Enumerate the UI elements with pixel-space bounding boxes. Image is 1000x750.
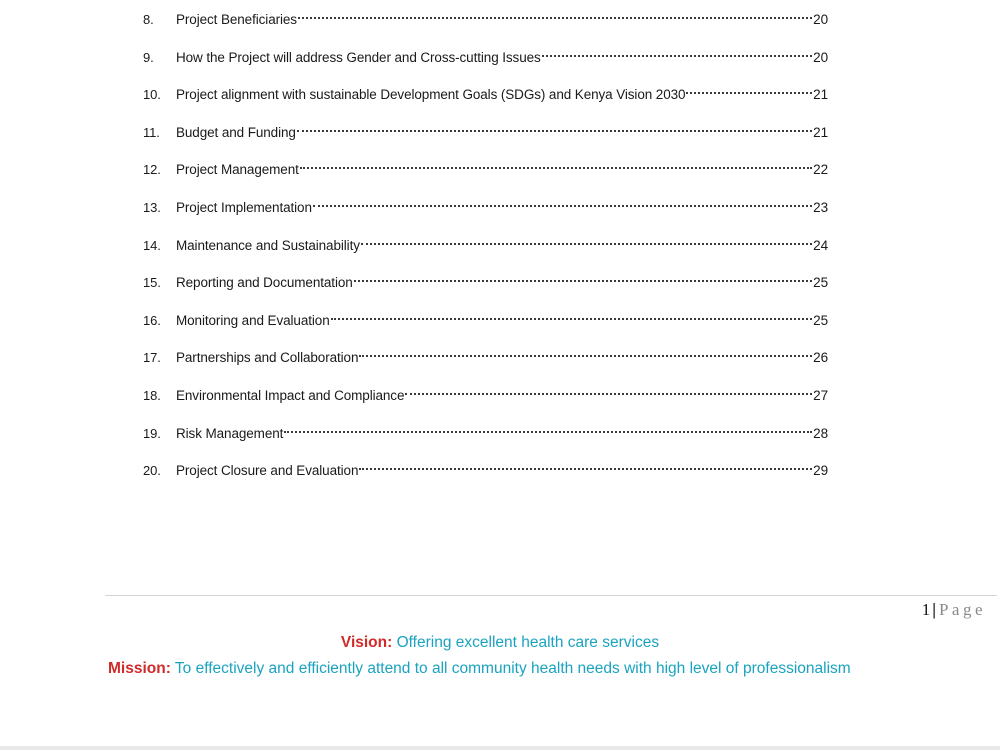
toc-entry-title[interactable]: Environmental Impact and Compliance (176, 387, 405, 403)
toc-entry-title[interactable]: Budget and Funding (176, 124, 296, 140)
toc-entry-number: 19. (143, 425, 161, 441)
toc-dot-leader (361, 243, 812, 245)
toc-dot-leader (313, 205, 812, 207)
vision-label: Vision: (340, 634, 393, 651)
toc-entry-page[interactable]: 22 (813, 162, 828, 178)
toc-entry-number: 11. (143, 124, 160, 140)
toc-entry[interactable] (143, 459, 828, 497)
toc-entry-number: 18. (143, 387, 161, 403)
toc-dot-leader (359, 355, 812, 357)
toc-entry-title[interactable]: Maintenance and Sustainability (176, 237, 360, 253)
table-of-contents (143, 8, 828, 497)
toc-entry[interactable] (143, 234, 828, 272)
toc-entry[interactable] (143, 196, 828, 234)
toc-entry-page[interactable]: 28 (813, 425, 828, 441)
toc-entry-title[interactable]: Project alignment with sustainable Development Goals (SDGs) and Kenya Vision 2030 (176, 87, 686, 103)
toc-dot-leader (359, 468, 812, 470)
toc-entry-title[interactable]: Partnerships and Collaboration (176, 350, 359, 366)
toc-entry-number: 13. (143, 199, 161, 215)
toc-entry-title[interactable]: Risk Management (176, 425, 284, 441)
page-number-value: 1 (921, 600, 931, 619)
toc-entry-number: 9. (143, 49, 154, 65)
toc-entry-title[interactable]: Project Closure and Evaluation (176, 463, 359, 479)
toc-entry-page[interactable]: 29 (813, 463, 828, 479)
toc-entry-number: 12. (143, 162, 161, 178)
toc-entry-number: 15. (143, 275, 161, 291)
toc-entry-number: 14. (143, 237, 161, 253)
toc-entry-title[interactable]: Project Implementation (176, 199, 312, 215)
toc-dot-leader (542, 55, 813, 57)
footer-divider (105, 595, 997, 596)
toc-entry[interactable] (143, 384, 828, 422)
toc-entry-page[interactable]: 25 (813, 275, 828, 291)
toc-entry-page[interactable]: 26 (813, 350, 828, 366)
toc-entry-page[interactable]: 21 (813, 124, 828, 140)
toc-entry[interactable] (143, 46, 828, 84)
vision-text: Offering excellent health care services (396, 634, 660, 651)
toc-entry-number: 8. (143, 12, 154, 27)
toc-entry[interactable] (143, 158, 828, 196)
toc-dot-leader (298, 17, 812, 19)
mission-text: To effectively and efficiently attend to all community health needs with high level of professionalism (174, 660, 851, 677)
toc-entry[interactable] (143, 121, 828, 159)
toc-dot-leader (405, 393, 812, 395)
toc-dot-leader (284, 431, 812, 433)
toc-entry-page[interactable]: 20 (813, 49, 828, 65)
toc-entry-page[interactable]: 25 (813, 312, 828, 328)
toc-entry-title[interactable]: How the Project will address Gender and Cross-cutting Issues (176, 49, 541, 65)
toc-dot-leader (300, 167, 812, 169)
toc-entry[interactable] (143, 83, 828, 121)
page-number (922, 600, 986, 620)
toc-entry-page[interactable]: 20 (813, 12, 828, 27)
mission-statement (108, 660, 851, 678)
toc-entry-page[interactable]: 23 (813, 199, 828, 215)
toc-dot-leader (297, 130, 812, 132)
page-bottom-edge (0, 746, 1000, 750)
page-number-separator: | (932, 600, 936, 619)
toc-entry[interactable] (143, 271, 828, 309)
toc-entry[interactable] (143, 346, 828, 384)
toc-entry-page[interactable]: 27 (813, 387, 828, 403)
toc-entry[interactable] (143, 8, 828, 46)
vision-statement (0, 634, 1000, 652)
toc-dot-leader (331, 318, 813, 320)
toc-dot-leader (354, 280, 813, 282)
toc-entry-title[interactable]: Reporting and Documentation (176, 275, 353, 291)
toc-entry-title[interactable]: Monitoring and Evaluation (176, 312, 330, 328)
toc-entry-page[interactable]: 21 (813, 87, 828, 103)
toc-entry-number: 10. (143, 87, 161, 103)
toc-entry-number: 16. (143, 312, 161, 328)
toc-entry-number: 17. (143, 350, 161, 366)
toc-entry-number: 20. (143, 463, 161, 479)
toc-entry-page[interactable]: 24 (813, 237, 828, 253)
toc-dot-leader (686, 92, 812, 94)
toc-entry[interactable] (143, 422, 828, 460)
toc-entry[interactable] (143, 309, 828, 347)
mission-label: Mission: (108, 660, 171, 677)
page-word: Page (938, 600, 986, 619)
toc-entry-title[interactable]: Project Beneficiaries (176, 12, 297, 27)
toc-entry-title[interactable]: Project Management (176, 162, 299, 178)
